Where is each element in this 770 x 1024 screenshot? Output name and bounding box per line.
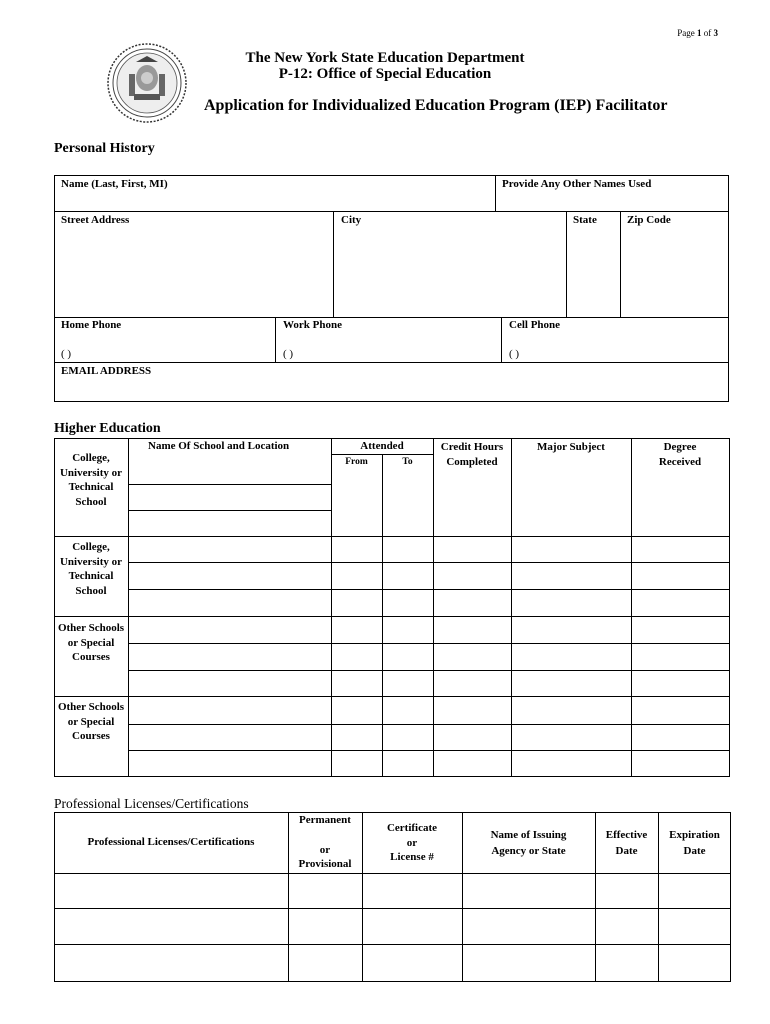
cell-phone-area: ( ) (509, 348, 520, 360)
col-from: From (345, 457, 368, 467)
col-effective-date-2: Date (615, 845, 638, 857)
col-permanent: Permanent (299, 814, 351, 826)
col-provisional: Provisional (298, 858, 352, 870)
col-permanent-or: or (319, 844, 331, 856)
personal-history-heading: Personal History (54, 141, 155, 156)
col-school-name: Name Of School and Location (148, 440, 290, 452)
zip-code-field[interactable]: Zip Code (627, 214, 671, 226)
col-attended: Attended (360, 440, 404, 452)
col-certificate-or: or (406, 837, 418, 849)
col-expiration-date-2: Date (683, 845, 706, 857)
city-field[interactable]: City (341, 214, 362, 226)
row-group-label: Other Schools or Special Courses (57, 622, 125, 663)
office-title: P-12: Office of Special Education (278, 66, 492, 82)
state-seal-icon (106, 42, 188, 124)
dept-title: The New York State Education Department (245, 50, 525, 66)
form-title: Application for Individualized Education Program (IEP) Facilitator (204, 97, 668, 114)
personal-history-box (54, 175, 729, 402)
col-effective-date: Effective (605, 829, 648, 841)
col-issuing-agency: Name of Issuing (490, 829, 567, 841)
other-names-field[interactable]: Provide Any Other Names Used (502, 178, 652, 190)
col-to: To (402, 457, 413, 467)
higher-education-heading: Higher Education (54, 421, 161, 436)
row-group-label: Other Schools or Special Courses (57, 701, 125, 742)
col-expiration-date: Expiration (669, 829, 720, 841)
col-major-subject: Major Subject (537, 441, 605, 453)
col-license-number: License # (390, 851, 434, 863)
col-degree-received: Degree Received (658, 441, 702, 468)
licenses-heading: Professional Licenses/Certifications (54, 796, 249, 811)
work-phone-area: ( ) (283, 348, 294, 360)
home-phone-field[interactable]: Home Phone (61, 319, 122, 331)
col-certificate: Certificate (386, 822, 438, 834)
col-credit-hours: Credit Hours Completed (440, 441, 504, 468)
home-phone-area: ( ) (61, 348, 72, 360)
row-group-label: College, University or Technical School (59, 452, 122, 508)
row-group-label: College, University or Technical School (59, 541, 122, 597)
higher-education-table (54, 438, 730, 777)
col-license-name: Professional Licenses/Certifications (87, 836, 255, 848)
page-number: Page 1 of 3 (677, 28, 718, 38)
work-phone-field[interactable]: Work Phone (283, 319, 342, 331)
state-field[interactable]: State (573, 214, 597, 226)
email-field[interactable]: EMAIL ADDRESS (61, 365, 152, 377)
name-field[interactable]: Name (Last, First, MI) (61, 178, 168, 190)
col-issuing-agency-2: Agency or State (491, 845, 566, 857)
street-address-field[interactable]: Street Address (61, 214, 130, 226)
cell-phone-field[interactable]: Cell Phone (509, 319, 561, 331)
